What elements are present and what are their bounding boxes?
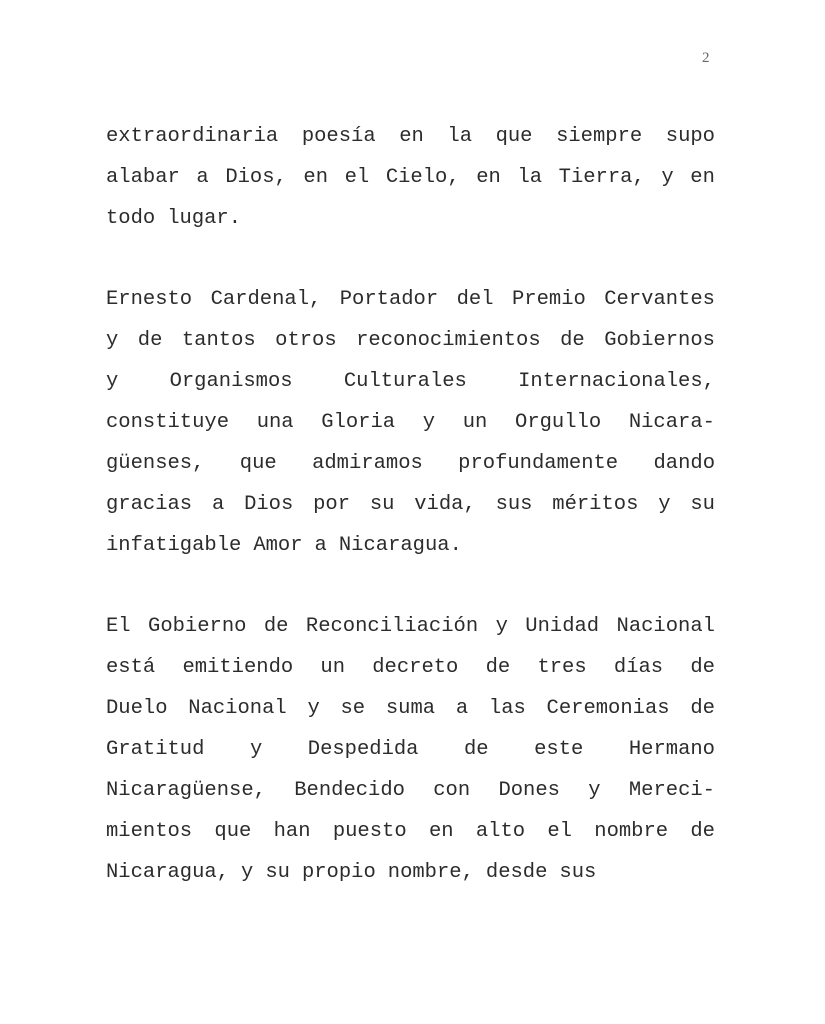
word: se [340,697,366,720]
word: un [320,656,346,679]
word: la [517,166,543,189]
word: Dios, [225,166,287,189]
word: Dios [244,493,294,516]
word: está [106,656,156,679]
word: Ceremonias [546,697,670,720]
word: Nicaragua, [106,861,230,884]
word: siempre [556,125,643,148]
word: las [488,697,526,720]
word: Reconciliación [305,615,479,638]
word: por [313,493,350,516]
word: días [613,656,664,679]
word: su [265,861,290,884]
word: y [495,615,508,638]
text-line [106,320,715,361]
word: que [239,452,277,475]
word: y [241,861,254,884]
word: Ernesto [106,288,193,311]
word: tantos [181,329,256,352]
word: el [344,166,370,189]
word: nombre [594,820,669,843]
word: Cardenal, [210,288,322,311]
word: Duelo [106,697,168,720]
word: Gobiernos [604,329,715,352]
word: a [455,697,469,720]
word: gracias [106,493,193,516]
word: admiramos [312,452,423,475]
word: constituye [106,411,230,434]
paragraph [106,116,715,239]
word: Nicara- [628,411,715,434]
word: con [433,779,471,802]
text-line [106,729,715,770]
paragraph [106,606,715,893]
text-line [106,852,715,893]
word: un [462,411,488,434]
text-line [106,811,715,852]
word: de [263,615,289,638]
word: en [399,125,424,148]
word: infatigable [106,534,242,557]
word: y [658,493,671,516]
word: de [464,738,489,761]
word: Nacional [616,615,715,638]
word: reconocimientos [356,329,541,352]
word: El [106,615,131,638]
word: desde [485,861,548,884]
text-line [106,279,715,320]
word: del [456,288,494,311]
text-line [106,525,715,566]
word: Nicaragüense, [106,779,266,802]
word: Premio [511,288,586,311]
word: a [196,166,209,189]
word: vida, [414,493,476,516]
word: méritos [552,493,639,516]
word: dando [653,452,715,475]
text-line [106,157,715,198]
document-body [106,116,715,933]
word: poesía [301,125,376,148]
word: suma [385,697,436,720]
word: alabar [106,166,180,189]
word: y [422,411,436,434]
word: han [273,820,311,843]
text-line [106,443,715,484]
word: que [495,125,533,148]
paragraph [106,279,715,566]
text-line [106,361,715,402]
word: en [303,166,329,189]
word: Unidad [525,615,600,638]
word: Gloria [321,411,396,434]
word: y [307,697,320,720]
word: que [214,820,252,843]
word: Amor [253,534,303,557]
word: Hermano [628,738,715,761]
word: Gratitud [106,738,205,761]
text-line [106,647,715,688]
word: emitiendo [182,656,294,679]
word: mientos [106,820,193,843]
word: la [447,125,472,148]
word: a [314,534,327,557]
word: y [249,738,263,761]
text-line [106,606,715,647]
word: su [690,493,715,516]
word: Bendecido [294,779,405,802]
text-line [106,484,715,525]
word: su [369,493,395,516]
text-line [106,688,715,729]
word: Cielo, [385,166,460,189]
word: y [588,779,601,802]
text-line [106,116,715,157]
word: de [690,820,715,843]
word: Internacionales, [518,370,715,393]
word: una [256,411,294,434]
word: de [560,329,585,352]
word: sus [495,493,533,516]
word: Despedida [307,738,419,761]
page-number: 2 [702,50,710,66]
word: y [106,329,119,352]
word: tres [537,656,587,679]
word: todo [106,207,156,230]
word: Nicaragua. [338,534,462,557]
word: este [534,738,584,761]
word: y [106,370,119,393]
word: profundamente [458,452,619,475]
word: y [661,166,674,189]
word: el [547,820,572,843]
word: Culturales [343,370,467,393]
word: sus [559,861,597,884]
word: Organismos [169,370,293,393]
word: güenses, [106,452,205,475]
text-line [106,770,715,811]
word: de [690,697,715,720]
word: de [690,656,715,679]
word: decreto [372,656,459,679]
word: Mereci- [628,779,715,802]
word: supo [665,125,715,148]
word: puesto [332,820,407,843]
word: otros [275,329,337,352]
word: de [485,656,511,679]
word: alto [475,820,526,843]
word: Gobierno [148,615,247,638]
word: Nacional [188,697,287,720]
word: Dones [498,779,560,802]
word: Cervantes [604,288,715,311]
word: Portador [339,288,439,311]
word: a [211,493,225,516]
word: en [690,166,715,189]
word: lugar. [167,207,242,230]
word: Orgullo [515,411,602,434]
text-line [106,198,715,239]
word: en [428,820,454,843]
word: propio [301,861,376,884]
word: en [476,166,501,189]
text-line [106,402,715,443]
word: Tierra, [558,166,645,189]
word: de [137,329,163,352]
word: nombre, [387,861,474,884]
word: extraordinaria [106,125,279,148]
